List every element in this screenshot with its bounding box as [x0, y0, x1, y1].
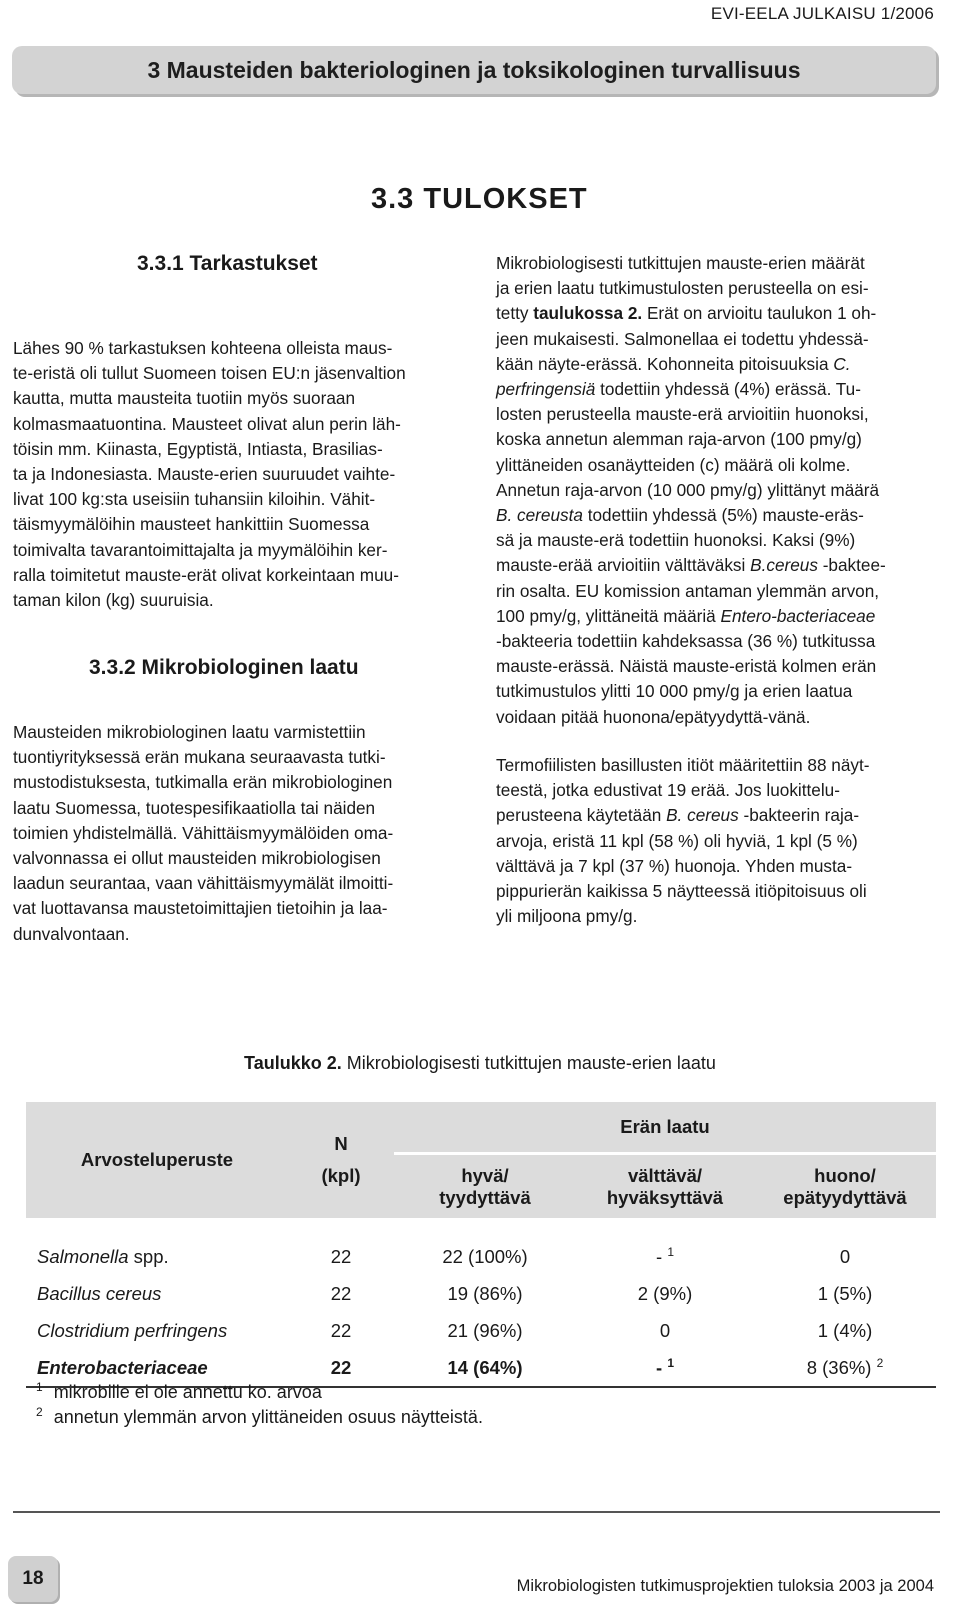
- text-line: ralla toimitetut mauste-erät olivat korkeintaan muu-: [13, 564, 399, 585]
- text-line: tutkimustulos ylitti 10 000 pmy/g ja erien laatua: [496, 681, 853, 702]
- text-line: ylittäneiden osanäytteiden (c) määrä oli kolme.: [496, 454, 851, 475]
- species-name: Salmonella: [37, 1245, 129, 1267]
- footnote-ref: 1: [667, 1355, 674, 1370]
- text-line: teestä, jotka edustivat 19 erää. Jos luokittelu-: [496, 780, 840, 801]
- species-name: perfringensiä: [496, 379, 596, 400]
- footnote-1: [36, 1380, 322, 1403]
- text-line: [496, 301, 940, 326]
- table-row: [26, 1275, 936, 1312]
- text-span: todettiin yhdessä (5%) mauste-eräs-: [582, 505, 864, 526]
- col-header-n: [288, 1102, 394, 1218]
- table-row: [26, 1218, 936, 1275]
- text-line: välttävä ja 7 kpl (37 %) huonoja. Yhden musta-: [496, 855, 853, 876]
- text-line: voidaan pitää huonona/epätyydyttä-vänä.: [496, 706, 811, 727]
- text-line: jeen mukaisesti. Salmonellaa ei todettu yhdessä-: [496, 328, 869, 349]
- table-caption-label: Taulukko 2.: [244, 1053, 342, 1073]
- text-span: perusteena käytetään: [496, 805, 667, 826]
- text-line: [496, 377, 940, 402]
- row-fair: [576, 1349, 754, 1387]
- text-line: arvoja, eristä 11 kpl (58 %) oli hyviä, 1 kpl (5 %): [496, 830, 858, 851]
- text-line: Termofiilisten basillusten itiöt määritettiin 88 näyt-: [496, 755, 870, 775]
- text-line: livat 100 kg:sta useisiin tuhansiin kiloihin. Vähit-: [13, 489, 376, 510]
- text-line: mustodistuksesta, tutkimalla erän mikrobiologinen: [13, 772, 393, 793]
- row-criterion: Enterobacteriaceae: [26, 1349, 288, 1387]
- text-line: dunvalvontaan.: [13, 923, 130, 944]
- text-line: [496, 503, 940, 528]
- text-line: taman kilon (kg) suuruisia.: [13, 590, 214, 611]
- row-good: 21 (96%): [447, 1319, 523, 1341]
- header-line: välttävä/: [627, 1164, 703, 1186]
- text-line: toimien yhdistelmällä. Vähittäismyymälöiden oma-: [13, 822, 394, 843]
- row-n: 22: [330, 1282, 352, 1304]
- text-span: tetty: [496, 303, 534, 324]
- text-line: yli miljoona pmy/g.: [496, 906, 638, 927]
- footer-divider: [13, 1511, 940, 1513]
- text-span: todettiin yhdessä (4%) erässä. Tu-: [595, 379, 861, 400]
- text-span: kään näyte-erässä. Kohonneita pitoisuuksia: [496, 353, 834, 374]
- footer-title: Mikrobiologisten tutkimusprojektien tuloksia 2003 ja 2004: [516, 1577, 934, 1595]
- name-suffix: spp.: [128, 1245, 169, 1267]
- table-caption: [0, 1053, 960, 1074]
- chapter-title: 3 Mausteiden bakteriologinen ja toksikologinen turvallisuus: [147, 57, 801, 83]
- paragraph-results: [496, 251, 940, 730]
- col-header-good: [394, 1154, 576, 1219]
- footnote-ref: 1: [667, 1244, 674, 1259]
- table-header-row: [26, 1102, 936, 1154]
- cell-value: 8 (36%): [806, 1357, 877, 1379]
- text-line: [496, 352, 940, 377]
- footnote-mark: 2: [36, 1405, 43, 1419]
- footnote-text: mikrobille ei ole annettu ko. arvoa: [53, 1382, 322, 1402]
- row-criterion: Clostridium perfringens: [37, 1319, 228, 1341]
- row-criterion: Bacillus cereus: [37, 1282, 162, 1304]
- species-name: B. cereusta: [496, 505, 583, 526]
- row-poor: [754, 1349, 936, 1387]
- species-name: C.: [833, 353, 851, 374]
- text-line: Mausteiden mikrobiologinen laatu varmistettiin: [13, 722, 366, 742]
- text-line: toimivalta tavarantoimittajalta ja myymälöihin ker-: [13, 539, 388, 560]
- text-line: täismyymälöihin mausteet hankittiin Suomessa: [13, 514, 370, 535]
- footnote-ref: 2: [876, 1355, 884, 1370]
- page-number: 18: [8, 1556, 58, 1602]
- text-line: koska annetun alemman raja-arvon (100 pmy/g): [496, 429, 862, 450]
- text-line: ja erien laatu tutkimustulosten perusteella on esi-: [496, 278, 869, 299]
- row-fair: [576, 1218, 754, 1275]
- text-line: kolmasmaatuontina. Mausteet olivat alun perin läh-: [13, 413, 401, 434]
- row-good: 19 (86%): [447, 1282, 523, 1304]
- col-header-n-line: N: [334, 1133, 348, 1154]
- text-line: Lähes 90 % tarkastuksen kohteena olleista maus-: [13, 338, 393, 358]
- text-span: -baktee-: [817, 555, 886, 576]
- quality-table: [26, 1102, 936, 1388]
- text-span: 100 pmy/g, ylittäneitä määriä: [496, 605, 721, 626]
- header-line: hyvä/: [461, 1164, 509, 1186]
- text-line: sä ja mauste-erä todettiin huonoksi. Kaksi (9%): [496, 530, 856, 551]
- text-line: Mikrobiologisesti tutkittujen mauste-erien määrät: [496, 253, 865, 273]
- subheading-microbiological-quality: 3.3.2 Mikrobiologinen laatu: [89, 656, 359, 679]
- publication-label: EVI-EELA JULKAISU 1/2006: [710, 4, 934, 23]
- text-line: kautta, mutta mausteita tuotiin myös suoraan: [13, 388, 356, 409]
- footnote-mark: 1: [36, 1380, 43, 1394]
- text-span: Erät on arvioitu taulukon 1 oh-: [642, 303, 877, 324]
- text-line: [496, 604, 940, 629]
- species-name: Entero-bacteriaceae: [720, 605, 876, 626]
- footnote-2: [36, 1405, 483, 1428]
- row-poor: 1 (5%): [817, 1282, 873, 1304]
- table-row: [26, 1312, 936, 1349]
- text-line: laatu Suomessa, tuotespesifikaatiolla tai näiden: [13, 797, 376, 818]
- header-line: hyväksyttävä: [606, 1186, 724, 1208]
- table-caption-text: Mikrobiologisesti tutkittujen mauste-erien laatu: [341, 1053, 716, 1073]
- table-reference: taulukossa 2.: [533, 303, 643, 324]
- paragraph-thermophilic: [496, 753, 940, 929]
- header-line: huono/: [814, 1164, 876, 1186]
- row-fair: 0: [659, 1319, 671, 1341]
- text-span: mauste-erää arvioitiin välttäväksi: [496, 555, 751, 576]
- text-line: te-eristä oli tullut Suomeen toisen EU:n jäsenvaltion: [13, 363, 406, 384]
- section-title: 3.3 TULOKSET: [371, 183, 588, 215]
- text-line: rin osalta. EU komission antaman ylemmän arvon,: [496, 580, 880, 601]
- header-line: tyydyttävä: [439, 1186, 531, 1208]
- col-header-fair: [576, 1154, 754, 1219]
- cell-value: -: [656, 1246, 668, 1268]
- row-poor: 1 (4%): [817, 1319, 873, 1341]
- col-header-n-unit: (kpl): [321, 1165, 361, 1186]
- col-header-criterion: Arvosteluperuste: [26, 1102, 288, 1218]
- species-name: B. cereus: [666, 805, 739, 826]
- row-criterion: [26, 1218, 288, 1275]
- footnote-text: annetun ylemmän arvon ylittäneiden osuus näytteistä.: [53, 1407, 483, 1427]
- text-line: tuontiyrityksessä erän mukana seuraavasta tutki-: [13, 747, 386, 768]
- text-line: ta ja Indonesiasta. Mauste-erien suuruudet vaihte-: [13, 464, 396, 485]
- cell-value: -: [656, 1357, 668, 1379]
- text-line: mauste-erässä. Näistä mauste-eristä kolmen erän: [496, 656, 877, 677]
- header-line: epätyydyttävä: [783, 1186, 907, 1208]
- text-line: Annetun raja-arvon (10 000 pmy/g) ylittänyt määrä: [496, 479, 880, 500]
- row-good: 22 (100%): [442, 1245, 528, 1267]
- text-line: losten perusteella mauste-erä arvioitiin huonoksi,: [496, 404, 869, 425]
- row-n: 22: [330, 1245, 352, 1267]
- text-line: [496, 553, 940, 578]
- row-n: 22: [330, 1319, 352, 1341]
- col-header-poor: [754, 1154, 936, 1219]
- paragraph-inspections: [13, 336, 471, 613]
- row-poor: [754, 1218, 936, 1275]
- species-name: B.cereus: [750, 555, 818, 576]
- text-line: vat luottavansa maustetoimittajien tietoihin ja laa-: [13, 898, 388, 919]
- text-line: pippurierän kaikissa 5 näytteessä itiöpitoisuus oli: [496, 881, 867, 902]
- text-line: [496, 803, 940, 828]
- cell-value: 0: [839, 1245, 851, 1267]
- text-line: valvonnassa ei ollut mausteiden mikrobiologisen: [13, 848, 381, 869]
- text-line: töisin mm. Kiinasta, Egyptistä, Intiasta, Brasilias-: [13, 438, 383, 459]
- col-header-group-quality: Erän laatu: [394, 1102, 936, 1154]
- subheading-inspections: 3.3.1 Tarkastukset: [137, 252, 318, 275]
- text-span: -bakteerin raja-: [738, 805, 860, 826]
- row-good: 14 (64%): [394, 1349, 576, 1387]
- text-line: -bakteeria todettiin kahdeksassa (36 %) tutkitussa: [496, 631, 876, 652]
- paragraph-microbiological-quality: [13, 720, 471, 947]
- row-n: 22: [288, 1349, 394, 1387]
- row-fair: 2 (9%): [637, 1282, 693, 1304]
- text-line: laadun seurantaa, vaan vähittäismyymälät ilmoitti-: [13, 873, 394, 894]
